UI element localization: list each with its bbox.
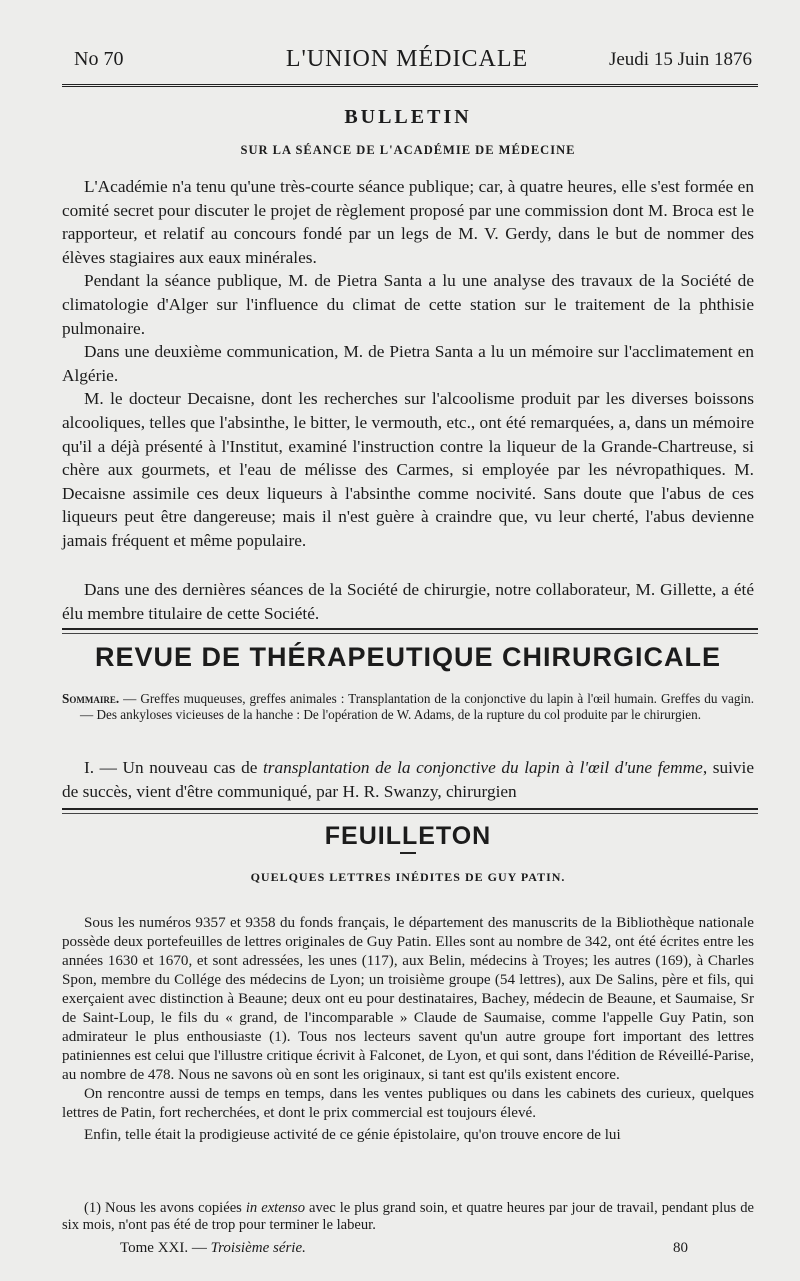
feuilleton-paragraph: Sous les numéros 9357 et 9358 du fonds français, le département des manuscrits de la Bibliothèque nationale possède deux portefeuilles de lettres originales de Guy Patin. Elles sont au nombre de 342, ont été écrites entre les années 1630 et 1670, et sont adressées, les unes (117), aux Belin, médecins à Troyes; les autres (169), à Charles Spon, membre du Collége des médecins de Lyon; un troisième groupe (54 lettres), aux De Salins, père et fils, qui exerçaient avec distinction à Beaune; deux ont eu pour destinataires, Bachey, médecin de Beaune, et Saumaise, Sr de Saint-Loup, le fils du « grand, de l'incomparable » Claude de Saumaise, comme l'appelle Guy Patin, son admirateur le plus enthousiaste (1). Tous nos lecteurs savent qu'un autre groupe fort important des lettres patiniennes est celui que l'illustre critique écrivit à Falconet, de Lyon, et qui sont, dans l'édition de Réveillé-Parise, au nombre de 478. Nous ne savons où en sont les originaux, si tant est qu'ils existent encore. (62, 915, 754, 1083)
revue-lead: I. — Un nouveau cas de (84, 758, 263, 777)
issue-number: No 70 (74, 48, 124, 70)
footnote-lead: Nous les avons copiées (101, 1200, 246, 1216)
feuilleton-paragraph: On rencontre aussi de temps en temps, dans les ventes publiques ou dans les cabinets des curieux, quelques lettres de Patin, fort recherchées, et dont le prix commercial est toujours élevé. (62, 1086, 754, 1121)
bulletin-paragraph: Dans une deuxième communication, M. de Pietra Santa a lu un mémoire sur l'acclimatement en Algérie. (62, 342, 754, 385)
sommaire-text: — Greffes muqueuses, greffes animales : Transplantation de la conjonctive du lapin à l'œil humain. Greffes du vagin. — Des ankyloses vicieuses de la hanche : De l'opération de W. Adams, de la rupture du col produite par le chirurgien. (80, 691, 755, 722)
revue-sommaire (62, 691, 754, 722)
feuilleton-heading (62, 822, 754, 885)
revue-rest: , suivie de succès, vient d'être communiqué, par H. R. Swanzy, chirurgien (62, 758, 755, 801)
footnote-rest: avec le plus grand soin, et quatre heures par jour de travail, pendant plus de six mois, n'ont pas été de trop pour terminer le labeur. (62, 1200, 755, 1233)
feuilleton-subtitle: QUELQUES LETTRES INÉDITES DE GUY PATIN. (250, 870, 566, 884)
issue-date: Jeudi 15 Juin 1876 (608, 49, 752, 70)
footnote-italic: in extenso (245, 1200, 305, 1216)
page-number: 80 (673, 1240, 688, 1256)
section-rule (62, 628, 758, 630)
bulletin-note (62, 578, 754, 625)
bulletin-paragraph: L'Académie n'a tenu qu'une très-courte séance publique; car, à quatre heures, elle s'est formée en comité secret pour discuter le projet de règlement proposé par une commission dont M. Broca est le rapporteur, et relatif au concours fondé par un legs de M. V. Gerdy, dans le but de nommer des élèves stagiaires aux eaux minérales. (62, 177, 754, 267)
revue-heading (62, 642, 754, 673)
masthead (62, 46, 752, 76)
heading-dash (400, 852, 416, 854)
journal-title: L'UNION MÉDICALE (285, 46, 529, 72)
page-footer (120, 1240, 688, 1257)
revue-first-paragraph (62, 756, 754, 803)
revue-italic: transplantation de la conjonctive du lapin à l'œil d'une femme (262, 758, 703, 777)
feuilleton-title: FEUILLETON (324, 822, 492, 850)
feuilleton-body (62, 914, 754, 1145)
revue-title: REVUE DE THÉRAPEUTIQUE CHIRURGICALE (94, 642, 722, 672)
feuilleton-paragraph: Enfin, telle était la prodigieuse activité de ce génie épistolaire, qu'on trouve encore de lui (84, 1127, 621, 1143)
bulletin-paragraph: M. le docteur Decaisne, dont les recherches sur l'alcoolisme produit par les diverses boissons alcooliques, telles que l'absinthe, le bitter, le vermouth, etc., ont été remarquées, a, dans un mémoire qu'il a déjà présenté à l'Institut, examiné l'instruction contre la liqueur de la Grande-Chartreuse, si chère aux gourmets, et l'eau de mélisse des Carmes, si employée par les névropathiques. M. Decaisne assimile ces deux liqueurs à l'absinthe comme nocivité. Sans doute que l'abus de ces liqueurs peut être dangereuse; mais il n'est guère à craindre que, vu leur cherté, l'abus devienne jamais fréquent et même populaire. (62, 389, 755, 550)
section-rule (62, 813, 758, 814)
section-rule (62, 633, 758, 634)
masthead-rule (62, 84, 758, 87)
section-rule (62, 808, 758, 810)
bulletin-paragraph: Pendant la séance publique, M. de Pietra Santa a lu une analyse des travaux de la Société de climatologie d'Alger sur l'influence du climat de cette station sur le traitement de la phthisie pulmonaire. (62, 271, 754, 338)
bulletin-title: BULLETIN (344, 106, 472, 128)
footer-serie: Troisième série. (210, 1240, 306, 1256)
footnote-mark: (1) (84, 1200, 102, 1216)
footer-tome: Tome XXI. — (120, 1240, 211, 1256)
bulletin-body (62, 175, 754, 553)
bulletin-heading (62, 106, 754, 158)
bulletin-subtitle: SUR LA SÉANCE DE L'ACADÉMIE DE MÉDECINE (240, 143, 576, 157)
footnote (62, 1200, 754, 1234)
sommaire-label: Sommaire. (62, 691, 120, 706)
bulletin-note-text: Dans une des dernières séances de la Société de chirurgie, notre collaborateur, M. Gillette, a été élu membre titulaire de cette Société. (62, 580, 754, 623)
